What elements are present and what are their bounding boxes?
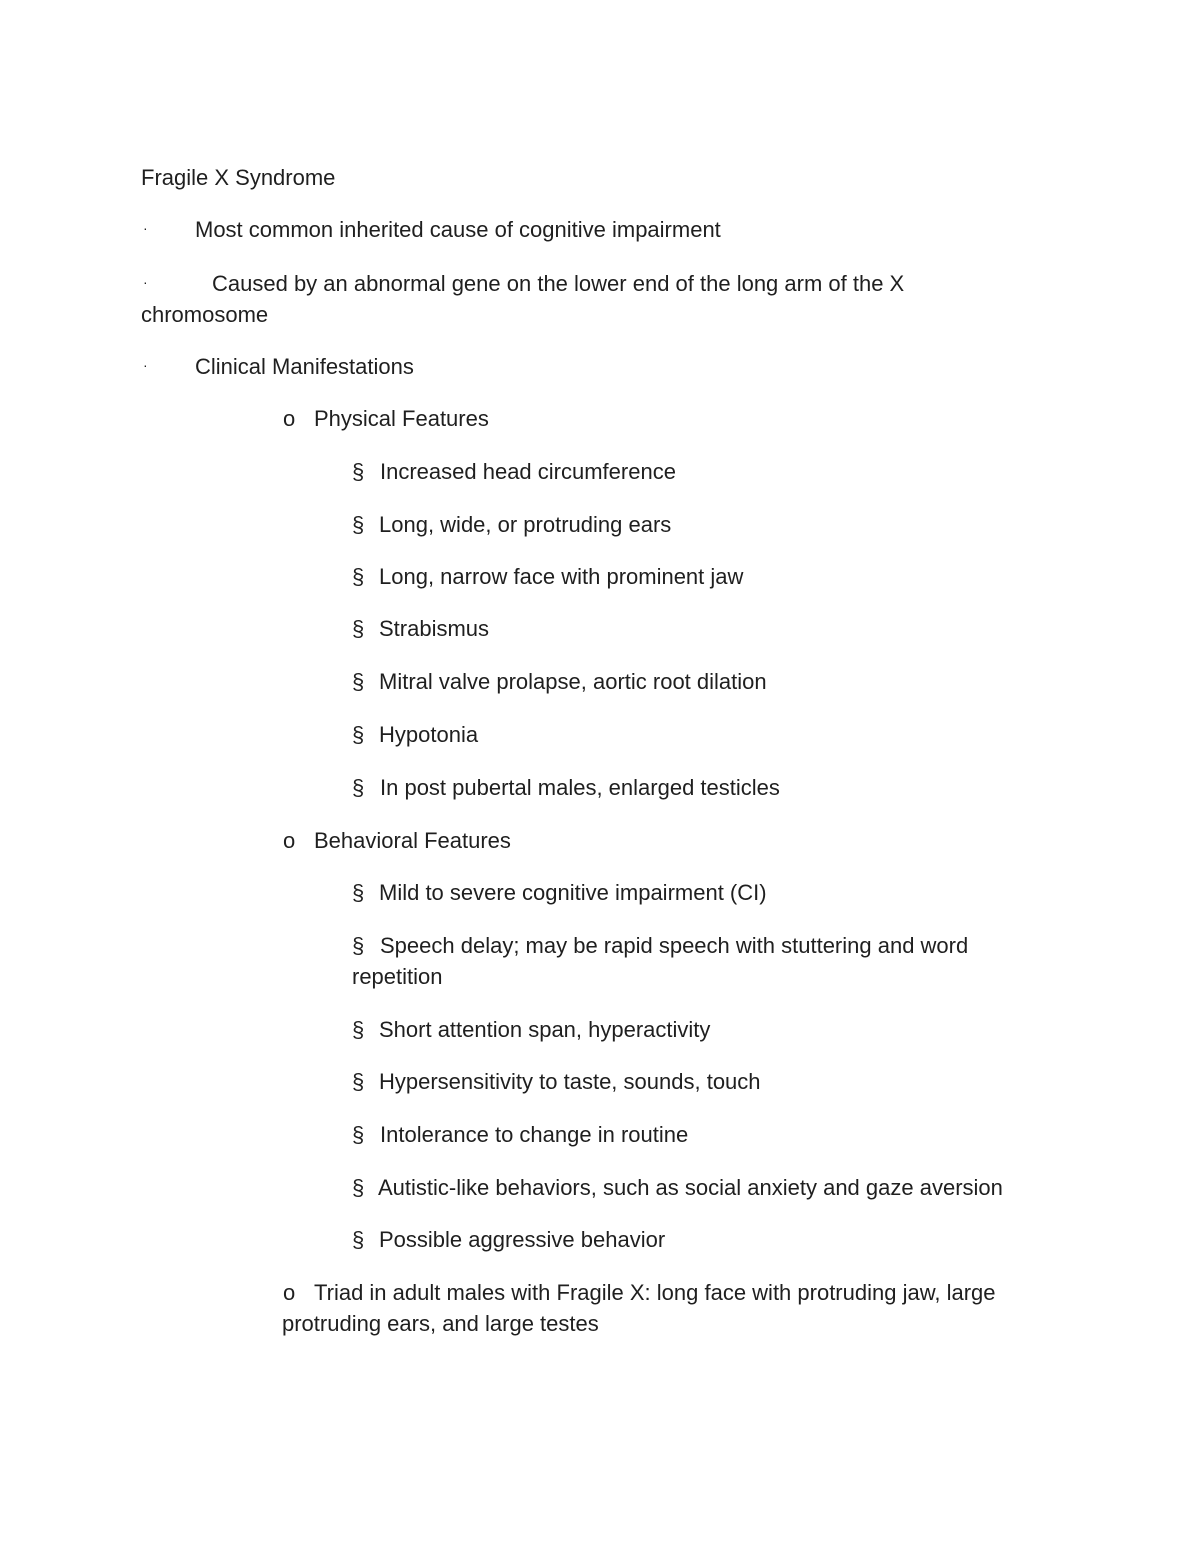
list-item: Hypotonia <box>379 722 479 747</box>
section-marker: § <box>352 1069 365 1094</box>
section-marker: § <box>352 1122 365 1147</box>
section-marker: § <box>352 722 365 747</box>
section-marker: § <box>352 933 365 958</box>
section-marker: § <box>352 669 365 694</box>
list-item-continuation: repetition <box>352 964 443 989</box>
list-item-continuation: chromosome <box>141 302 269 327</box>
list-item: Clinical Manifestations <box>195 354 414 379</box>
list-item: Mild to severe cognitive impairment (CI) <box>379 880 767 905</box>
list-item: Long, narrow face with prominent jaw <box>379 564 744 589</box>
section-marker: § <box>352 459 365 484</box>
list-item: Long, wide, or protruding ears <box>379 512 672 537</box>
list-item: Caused by an abnormal gene on the lower end of the long arm of the X <box>212 271 905 296</box>
list-item: Most common inherited cause of cognitive impairment <box>195 217 721 242</box>
section-marker: § <box>352 1017 365 1042</box>
document-title: Fragile X Syndrome <box>141 165 336 190</box>
section-marker: § <box>352 880 365 905</box>
list-item: Mitral valve prolapse, aortic root dilation <box>379 669 767 694</box>
sub-bullet-marker: o <box>283 406 296 431</box>
list-item: Autistic-like behaviors, such as social anxiety and gaze aversion <box>378 1175 1003 1200</box>
triad-line-1: Triad in adult males with Fragile X: long face with protruding jaw, large <box>314 1280 996 1305</box>
section-marker: § <box>352 512 365 537</box>
list-item: Strabismus <box>379 616 490 641</box>
section-marker: § <box>352 1175 365 1200</box>
list-item: Intolerance to change in routine <box>380 1122 689 1147</box>
bullet-marker: · <box>143 273 148 290</box>
triad-line-2: protruding ears, and large testes <box>282 1311 599 1336</box>
sub-bullet-marker: o <box>283 1280 296 1305</box>
section-heading-behavioral: Behavioral Features <box>314 828 511 853</box>
section-marker: § <box>352 775 365 800</box>
list-item: Possible aggressive behavior <box>379 1227 666 1252</box>
sub-bullet-marker: o <box>283 828 296 853</box>
list-item: Increased head circumference <box>380 459 676 484</box>
section-marker: § <box>352 616 365 641</box>
bullet-marker: · <box>143 356 148 373</box>
list-item: Hypersensitivity to taste, sounds, touch <box>379 1069 761 1094</box>
section-marker: § <box>352 564 365 589</box>
list-item: Speech delay; may be rapid speech with stuttering and word <box>380 933 969 958</box>
section-marker: § <box>352 1227 365 1252</box>
list-item: Short attention span, hyperactivity <box>379 1017 711 1042</box>
section-heading-physical: Physical Features <box>314 406 489 431</box>
bullet-marker: · <box>143 219 148 236</box>
list-item: In post pubertal males, enlarged testicles <box>380 775 780 800</box>
